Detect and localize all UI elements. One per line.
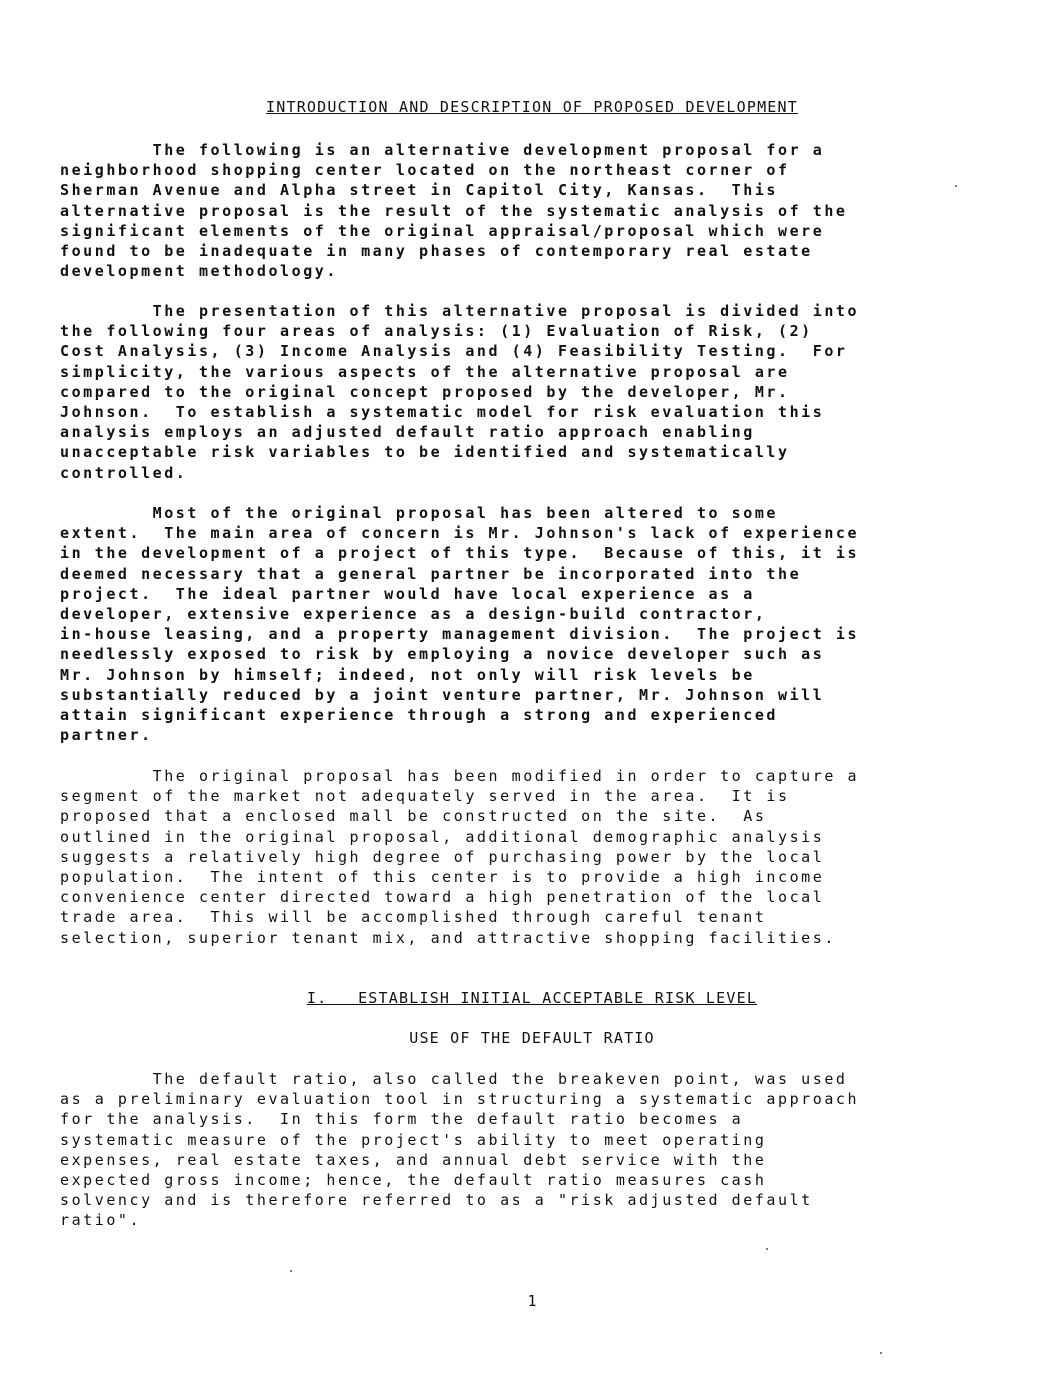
section-heading — [0, 989, 1064, 1007]
intro-heading-text: INTRODUCTION AND DESCRIPTION OF PROPOSED DEVELOPMENT — [266, 98, 798, 116]
paragraph-default-ratio: The default ratio, also called the breakeven point, was used as a preliminary evaluation tool in structuring a systematic approach for the analysis. In this form the default ratio becomes a systematic measure of the project's ability to meet operating expenses, real estate taxes, and annual debt service with the expected gross income; hence, the default ratio measures cash solvency and is therefore referred to as a "risk adjusted default ratio". — [60, 1070, 860, 1230]
section-heading-text: I. ESTABLISH INITIAL ACCEPTABLE RISK LEVEL — [306, 989, 758, 1007]
paragraph-alterations: Most of the original proposal has been altered to some extent. The main area of concern is Mr. Johnson's lack of experience in the development of a project of this type. Because of this, it is deemed necessary that a general partner be incorporated into the project. The ideal partner would have local experience as a developer, extensive experience as a design-build contractor, in-house leasing, and a property management division. The project is needlessly exposed to risk by employing a novice developer such as Mr. Johnson by himself; indeed, not only will risk levels be substantially reduced by a joint venture partner, Mr. Johnson will attain significant experience through a strong and experienced partner. — [60, 504, 860, 745]
page-number: 1 — [527, 1292, 537, 1310]
scan-speck — [955, 185, 957, 187]
scan-speck — [290, 1270, 292, 1272]
paragraph-intro: The following is an alternative development proposal for a neighborhood shopping center located on the northeast corner of Sherman Avenue and Alpha street in Capitol City, Kansas. This alternative proposal is the result of the systematic analysis of the significant elements of the original appraisal/proposal which were found to be inadequate in many phases of contemporary real estate development methodology. — [60, 141, 848, 281]
paragraph-modification: The original proposal has been modified in order to capture a segment of the market not adequately served in the area. It is proposed that a enclosed mall be constructed on the site. As outlined in the original proposal, additional demographic analysis suggests a relatively high degree of purchasing power by the local population. The intent of this center is to provide a high income convenience center directed toward a high penetration of the local trade area. This will be accomplished through careful tenant selection, superior tenant mix, and attractive shopping facilities. — [60, 767, 860, 947]
scan-speck — [766, 1248, 768, 1250]
scan-speck — [880, 1352, 882, 1354]
intro-heading — [0, 98, 1064, 116]
paragraph-presentation: The presentation of this alternative proposal is divided into the following four areas of analysis: (1) Evaluation of Risk, (2) Cost Analysis, (3) Income Analysis and (4) Feasibility Testing. For simplicity, the various aspects of the alternative proposal are compared to the original concept proposed by the developer, Mr. Johnson. To establish a systematic model for risk evaluation this analysis employs an adjusted default ratio approach enabling unacceptable risk variables to be identified and systematically controlled. — [60, 302, 860, 482]
subheading: USE OF THE DEFAULT RATIO — [409, 1029, 655, 1047]
